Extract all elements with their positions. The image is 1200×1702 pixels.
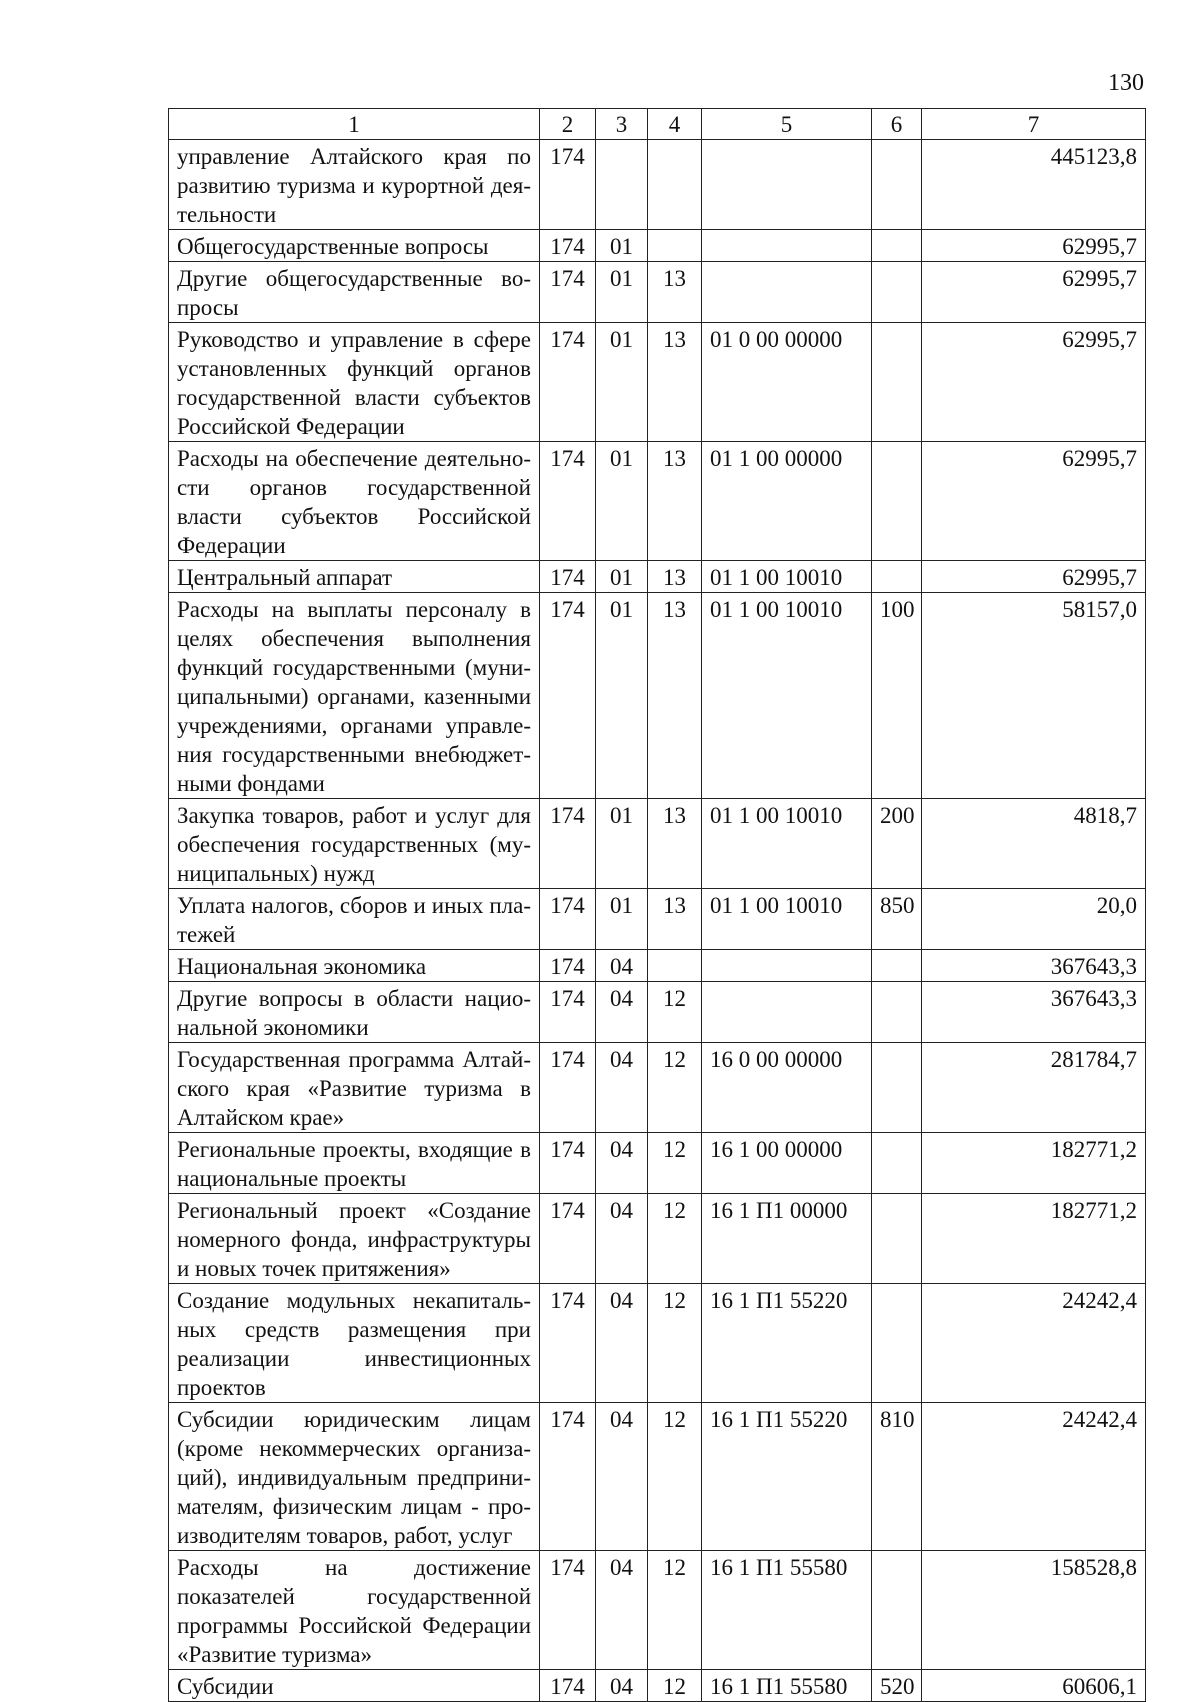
amount-cell: 281784,7 [922,1043,1146,1133]
row-name-cell: Государственная программа Алтайского края «Развитие туризма в Алтайском крае» [169,1043,540,1133]
amount-cell: 158528,8 [922,1551,1146,1670]
expense-type-cell [872,442,922,561]
amount-cell: 20,0 [922,889,1146,950]
subsection-code-cell: 13 [648,323,702,442]
subsection-code-cell: 12 [648,982,702,1043]
department-code-cell: 174 [540,140,596,230]
table-row [169,1133,1146,1194]
amount-cell: 4818,7 [922,799,1146,889]
target-article-cell: 16 1 П1 55580 [702,1670,872,1702]
subsection-code-cell: 12 [648,1133,702,1194]
table-row [169,1670,1146,1702]
subsection-code-cell: 12 [648,1670,702,1702]
expense-type-cell [872,1133,922,1194]
column-number-row [169,109,1146,140]
amount-cell: 182771,2 [922,1133,1146,1194]
amount-cell: 62995,7 [922,442,1146,561]
amount-cell: 62995,7 [922,561,1146,593]
target-article-cell: 01 1 00 10010 [702,889,872,950]
section-code-cell: 04 [596,1551,648,1670]
target-article-cell: 01 1 00 10010 [702,561,872,593]
table-row [169,1284,1146,1403]
expense-type-cell [872,1551,922,1670]
target-article-cell: 16 1 П1 55220 [702,1403,872,1551]
section-code-cell: 04 [596,982,648,1043]
expense-type-cell: 810 [872,1403,922,1551]
department-code-cell: 174 [540,1194,596,1284]
department-code-cell: 174 [540,1670,596,1702]
department-code-cell: 174 [540,561,596,593]
row-name-cell: Региональные проекты, входящие в национальные проекты [169,1133,540,1194]
subsection-code-cell: 12 [648,1043,702,1133]
expense-type-cell [872,982,922,1043]
subsection-code-cell: 13 [648,442,702,561]
section-code-cell: 04 [596,1133,648,1194]
page-number: 130 [1108,70,1144,96]
department-code-cell: 174 [540,799,596,889]
table-row [169,561,1146,593]
section-code-cell: 01 [596,593,648,799]
amount-cell: 62995,7 [922,230,1146,262]
department-code-cell: 174 [540,262,596,323]
amount-cell: 182771,2 [922,1194,1146,1284]
subsection-code-cell: 12 [648,1284,702,1403]
expense-type-cell [872,561,922,593]
row-name-cell: Общегосударственные вопросы [169,230,540,262]
subsection-code-cell: 13 [648,561,702,593]
row-name-cell: Другие вопросы в области национальной экономики [169,982,540,1043]
department-code-cell: 174 [540,889,596,950]
section-code-cell: 04 [596,1284,648,1403]
table-row [169,1403,1146,1551]
target-article-cell: 01 0 00 00000 [702,323,872,442]
department-code-cell: 174 [540,593,596,799]
department-code-cell: 174 [540,982,596,1043]
row-name-cell: Региональный проект «Создание номерного фонда, инфраструктуры и новых точек притяжения» [169,1194,540,1284]
table-row [169,889,1146,950]
column-header: 1 [169,109,540,140]
subsection-code-cell [648,950,702,982]
table-row [169,140,1146,230]
row-name-cell: Национальная экономика [169,950,540,982]
section-code-cell: 01 [596,561,648,593]
section-code-cell: 04 [596,1670,648,1702]
amount-cell: 445123,8 [922,140,1146,230]
section-code-cell: 04 [596,1403,648,1551]
table-row [169,982,1146,1043]
target-article-cell: 16 1 П1 55580 [702,1551,872,1670]
column-header: 4 [648,109,702,140]
target-article-cell: 16 0 00 00000 [702,1043,872,1133]
subsection-code-cell: 12 [648,1403,702,1551]
section-code-cell: 01 [596,230,648,262]
section-code-cell: 01 [596,323,648,442]
target-article-cell: 16 1 П1 00000 [702,1194,872,1284]
department-code-cell: 174 [540,1043,596,1133]
subsection-code-cell [648,230,702,262]
department-code-cell: 174 [540,323,596,442]
expense-type-cell [872,230,922,262]
department-code-cell: 174 [540,442,596,561]
section-code-cell: 01 [596,442,648,561]
row-name-cell: Расходы на выплаты персоналу в целях обеспечения выполнения функций государственными (муниципальными) органами, казенными учреждениями, органами управления государственными внебюджетными фондами [169,593,540,799]
department-code-cell: 174 [540,1403,596,1551]
amount-cell: 58157,0 [922,593,1146,799]
table-row [169,799,1146,889]
column-header: 5 [702,109,872,140]
subsection-code-cell [648,140,702,230]
target-article-cell [702,230,872,262]
department-code-cell: 174 [540,950,596,982]
target-article-cell [702,950,872,982]
section-code-cell [596,140,648,230]
expense-type-cell [872,1043,922,1133]
row-name-cell: Субсидии юридическим лицам (кроме некоммерческих организаций), индивидуальным предпринимателям, физическим лицам - производителям товаров, работ, услуг [169,1403,540,1551]
row-name-cell: Расходы на достижение показателей государственной программы Российской Федерации «Развитие туризма» [169,1551,540,1670]
expense-type-cell [872,1194,922,1284]
subsection-code-cell: 13 [648,889,702,950]
expense-type-cell [872,1284,922,1403]
target-article-cell: 16 1 П1 55220 [702,1284,872,1403]
section-code-cell: 01 [596,799,648,889]
amount-cell: 24242,4 [922,1284,1146,1403]
table-body [169,140,1146,1702]
target-article-cell [702,982,872,1043]
subsection-code-cell: 13 [648,262,702,323]
row-name-cell: Закупка товаров, работ и услуг для обеспечения государственных (муниципальных) нужд [169,799,540,889]
amount-cell: 367643,3 [922,950,1146,982]
column-header: 2 [540,109,596,140]
row-name-cell: Расходы на обеспечение деятельности органов государственной власти субъектов Российской Федерации [169,442,540,561]
department-code-cell: 174 [540,230,596,262]
subsection-code-cell: 12 [648,1551,702,1670]
column-header: 6 [872,109,922,140]
section-code-cell: 04 [596,1194,648,1284]
row-name-cell: Создание модульных некапитальных средств размещения при реализации инвестиционных проектов [169,1284,540,1403]
expense-type-cell [872,262,922,323]
department-code-cell: 174 [540,1284,596,1403]
table-row [169,262,1146,323]
section-code-cell: 01 [596,262,648,323]
expense-type-cell: 200 [872,799,922,889]
amount-cell: 62995,7 [922,262,1146,323]
row-name-cell: Другие общегосударственные вопросы [169,262,540,323]
target-article-cell [702,140,872,230]
amount-cell: 367643,3 [922,982,1146,1043]
amount-cell: 62995,7 [922,323,1146,442]
target-article-cell: 16 1 00 00000 [702,1133,872,1194]
row-name-cell: Субсидии [169,1670,540,1702]
table-row [169,442,1146,561]
subsection-code-cell: 12 [648,1194,702,1284]
section-code-cell: 04 [596,950,648,982]
table-row [169,1551,1146,1670]
expense-type-cell [872,323,922,442]
table-row [169,1043,1146,1133]
budget-table [168,108,1146,1702]
row-name-cell: Уплата налогов, сборов и иных платежей [169,889,540,950]
target-article-cell: 01 1 00 10010 [702,593,872,799]
table-row [169,1194,1146,1284]
row-name-cell: Руководство и управление в сфере установленных функций органов государственной власти субъектов Российской Федерации [169,323,540,442]
amount-cell: 60606,1 [922,1670,1146,1702]
subsection-code-cell: 13 [648,593,702,799]
department-code-cell: 174 [540,1133,596,1194]
column-header: 7 [922,109,1146,140]
expense-type-cell: 850 [872,889,922,950]
expense-type-cell [872,140,922,230]
target-article-cell: 01 1 00 00000 [702,442,872,561]
target-article-cell [702,262,872,323]
section-code-cell: 04 [596,1043,648,1133]
expense-type-cell: 100 [872,593,922,799]
expense-type-cell [872,950,922,982]
row-name-cell: управление Алтайского края по развитию туризма и курортной деятельности [169,140,540,230]
department-code-cell: 174 [540,1551,596,1670]
column-header: 3 [596,109,648,140]
row-name-cell: Центральный аппарат [169,561,540,593]
subsection-code-cell: 13 [648,799,702,889]
amount-cell: 24242,4 [922,1403,1146,1551]
table-row [169,323,1146,442]
table-row [169,230,1146,262]
target-article-cell: 01 1 00 10010 [702,799,872,889]
section-code-cell: 01 [596,889,648,950]
table-row [169,593,1146,799]
table-row [169,950,1146,982]
expense-type-cell: 520 [872,1670,922,1702]
